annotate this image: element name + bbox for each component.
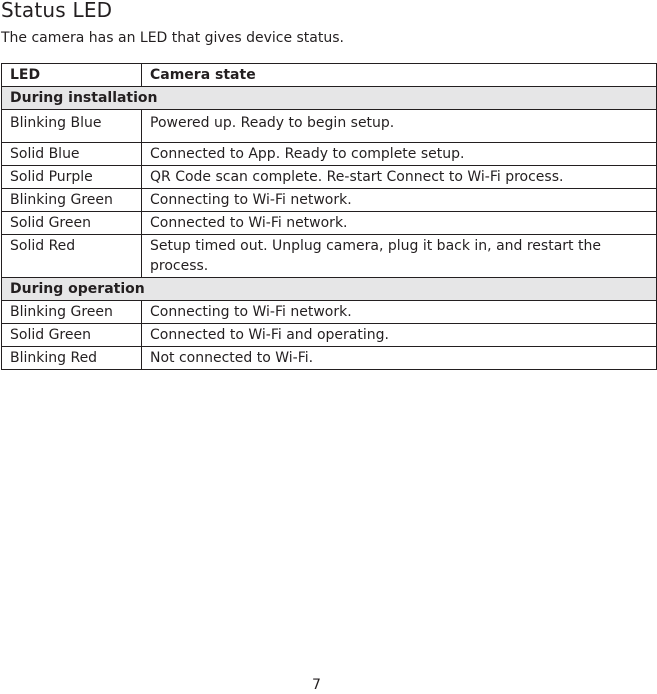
- led-cell: Blinking Green: [2, 301, 142, 324]
- page-number: 7: [312, 677, 321, 693]
- table-row: [2, 212, 657, 235]
- table-row: [2, 143, 657, 166]
- led-cell: Blinking Red: [2, 347, 142, 370]
- section-title: During installation: [2, 87, 657, 110]
- table-row: [2, 110, 657, 143]
- state-cell: Connecting to Wi-Fi network.: [142, 189, 657, 212]
- section-title: During operation: [2, 278, 657, 301]
- column-header-led: LED: [2, 64, 142, 87]
- state-cell: Not connected to Wi-Fi.: [142, 347, 657, 370]
- column-header-camera-state: Camera state: [142, 64, 657, 87]
- table-row: [2, 166, 657, 189]
- section-row-operation: [2, 278, 657, 301]
- led-cell: Solid Purple: [2, 166, 142, 189]
- intro-text: The camera has an LED that gives device status.: [1, 30, 344, 46]
- led-cell: Solid Blue: [2, 143, 142, 166]
- state-cell: Connected to Wi-Fi and operating.: [142, 324, 657, 347]
- state-cell: Connected to App. Ready to complete setup.: [142, 143, 657, 166]
- state-cell: Powered up. Ready to begin setup.: [142, 110, 657, 143]
- state-cell: Setup timed out. Unplug camera, plug it back in, and restart the process.: [142, 235, 657, 278]
- led-cell: Solid Green: [2, 212, 142, 235]
- page-title: Status LED: [1, 0, 113, 22]
- state-cell: Connecting to Wi-Fi network.: [142, 301, 657, 324]
- table-row: [2, 347, 657, 370]
- table-row: [2, 324, 657, 347]
- state-cell: QR Code scan complete. Re-start Connect to Wi-Fi process.: [142, 166, 657, 189]
- table-header-row: [2, 64, 657, 87]
- led-cell: Solid Green: [2, 324, 142, 347]
- table-row: [2, 189, 657, 212]
- led-cell: Solid Red: [2, 235, 142, 278]
- led-cell: Blinking Blue: [2, 110, 142, 143]
- table-row: [2, 301, 657, 324]
- section-row-installation: [2, 87, 657, 110]
- status-led-table: [1, 63, 657, 370]
- table-row: [2, 235, 657, 278]
- state-cell: Connected to Wi-Fi network.: [142, 212, 657, 235]
- led-cell: Blinking Green: [2, 189, 142, 212]
